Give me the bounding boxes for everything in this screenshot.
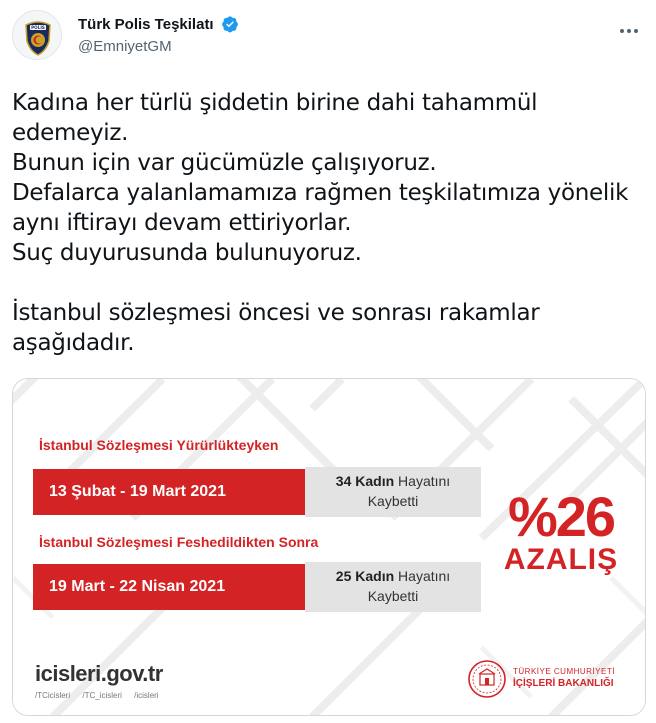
tweet-header bbox=[12, 10, 644, 62]
section2-title: İstanbul Sözleşmesi Feshedildikten Sonra bbox=[39, 534, 319, 550]
website-label: icisleri.gov.tr bbox=[35, 661, 163, 686]
tweet-image-card[interactable] bbox=[12, 378, 646, 716]
section1-date-band bbox=[33, 469, 305, 515]
section2-count: 25 Kadın bbox=[335, 568, 395, 584]
section2-count-line2: Kaybetti bbox=[367, 588, 419, 604]
section2-date-band bbox=[33, 564, 305, 610]
section1-count-box bbox=[305, 467, 481, 517]
verified-badge-icon bbox=[221, 15, 239, 33]
percent-value: %26 bbox=[507, 485, 615, 548]
police-badge-logo bbox=[13, 11, 62, 60]
handle[interactable]: @EmniyetGM bbox=[78, 38, 172, 56]
social-twitter: /TC_icisleri bbox=[82, 691, 122, 700]
decrease-label: AZALIŞ bbox=[503, 543, 619, 576]
section2-count-suffix: Hayatını bbox=[398, 568, 451, 584]
section1-title: İstanbul Sözleşmesi Yürürlükteyken bbox=[39, 437, 279, 453]
section1-count-suffix: Hayatını bbox=[398, 473, 451, 489]
ministry-line1: TÜRKİYE CUMHURİYETİ bbox=[513, 667, 615, 676]
avatar[interactable] bbox=[12, 10, 62, 60]
tweet-text: Kadına her türlü şiddetin birine dahi tahammül edemeyiz. Bunun için var gücümüzle çalışıyoruz. Defalarca yalanlamamıza rağmen teşkilatımıza yönelik aynı iftirayı devam ettiriyorlar. Suç duyurusunda bulunuyoruz. İstanbul sözleşmesi öncesi ve sonrası rakamlar aşağıdadır. bbox=[12, 90, 629, 356]
section2-count-box bbox=[305, 562, 481, 612]
display-name[interactable]: Türk Polis Teşkilatı bbox=[78, 15, 214, 33]
ministry-line2: İÇİŞLERİ BAKANLIĞI bbox=[513, 678, 614, 689]
avatar-badge-text: POLIS bbox=[31, 25, 45, 31]
social-instagram: /icisleri bbox=[134, 691, 159, 700]
social-facebook: /TCicisleri bbox=[35, 691, 71, 700]
more-options-icon[interactable] bbox=[618, 20, 640, 34]
ministry-emblem-icon bbox=[467, 659, 507, 699]
section1-date-range: 13 Şubat - 19 Mart 2021 bbox=[49, 483, 226, 500]
section1-count: 34 Kadın bbox=[335, 473, 395, 489]
ministry-logo bbox=[467, 659, 627, 705]
section2-date-range: 19 Mart - 22 Nisan 2021 bbox=[49, 578, 226, 595]
section1-count-line2: Kaybetti bbox=[367, 493, 419, 509]
social-handles bbox=[35, 691, 169, 700]
